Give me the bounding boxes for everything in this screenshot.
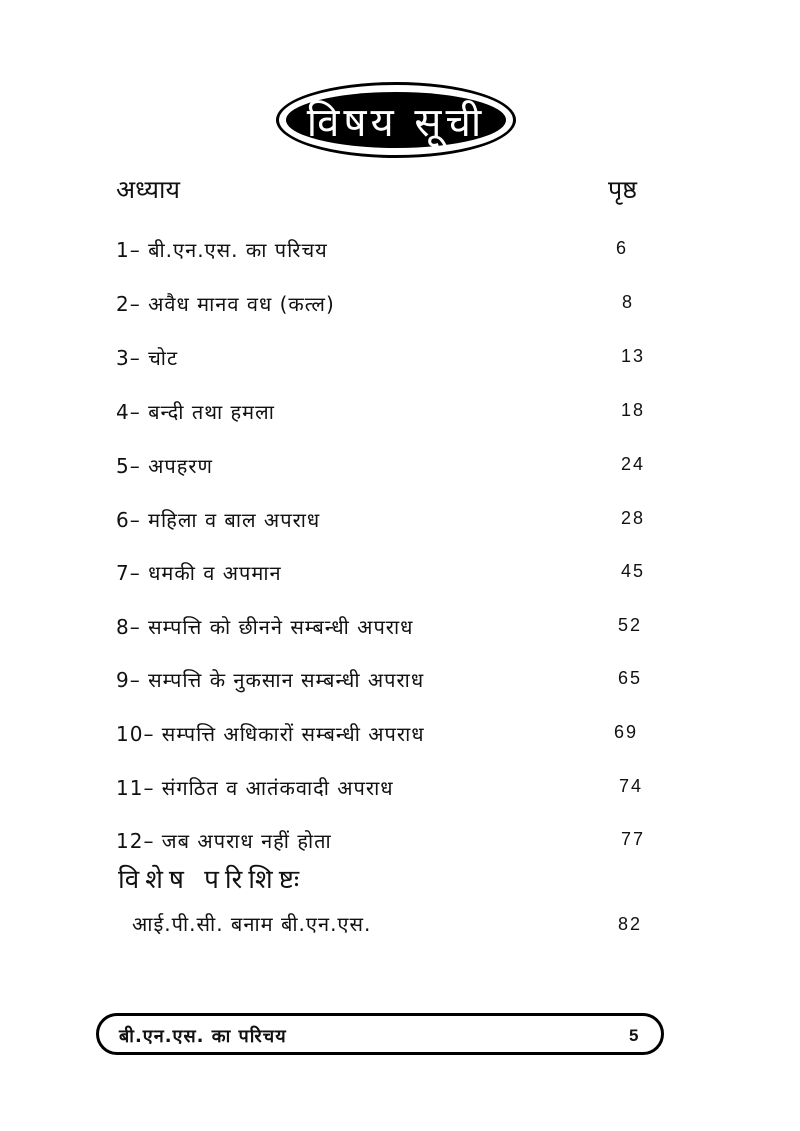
page-column-header: पृष्ठ bbox=[608, 175, 637, 204]
page-title: विषय सूची bbox=[306, 99, 486, 146]
appendix-entry-label: आई.पी.सी. बनाम बी.एन.एस. bbox=[132, 912, 372, 936]
toc-entry-label: 6– महिला व बाल अपराध bbox=[116, 508, 321, 532]
toc-entry-page: 13 bbox=[621, 346, 646, 366]
toc-entry bbox=[116, 452, 676, 482]
toc-entry-page: 18 bbox=[621, 400, 646, 420]
toc-entry bbox=[116, 774, 676, 804]
toc-entry bbox=[116, 827, 676, 857]
appendix-entry-page: 82 bbox=[618, 914, 643, 934]
toc-entry-label: 11– संगठित व आतंकवादी अपराध bbox=[116, 776, 394, 800]
page-number: 5 bbox=[629, 1026, 639, 1045]
toc-entry bbox=[116, 344, 676, 374]
toc-entry bbox=[116, 559, 676, 589]
chapter-column-header: अध्याय bbox=[116, 175, 180, 204]
toc-entry-page: 52 bbox=[618, 615, 643, 635]
special-appendix-heading: विशेष परिशिष्टः bbox=[118, 865, 306, 895]
toc-entry-label: 7– धमकी व अपमान bbox=[116, 561, 282, 585]
toc-entry-label: 3– चोट bbox=[116, 346, 179, 370]
toc-entry-page: 6 bbox=[616, 238, 629, 258]
toc-entry bbox=[116, 236, 676, 266]
toc-entry bbox=[116, 666, 676, 696]
toc-entry bbox=[116, 290, 676, 320]
toc-entry bbox=[116, 720, 676, 750]
toc-entry-page: 65 bbox=[618, 668, 643, 688]
toc-entry-page: 28 bbox=[621, 508, 646, 528]
toc-entry-label: 10– सम्पत्ति अधिकारों सम्बन्धी अपराध bbox=[116, 722, 425, 746]
toc-entry-page: 74 bbox=[619, 776, 644, 796]
toc-entry-page: 77 bbox=[621, 829, 646, 849]
toc-entry-page: 8 bbox=[622, 292, 635, 312]
footer-title: बी.एन.एस. का परिचय bbox=[119, 1026, 287, 1047]
toc-entry-page: 24 bbox=[621, 454, 646, 474]
toc-entry-label: 4– बन्दी तथा हमला bbox=[116, 400, 275, 424]
toc-entry-page: 69 bbox=[614, 722, 639, 742]
title-badge-fill bbox=[286, 92, 506, 148]
toc-entry-label: 2– अवैध मानव वध (कत्ल) bbox=[116, 292, 335, 316]
toc-entry-label: 8– सम्पत्ति को छीनने सम्बन्धी अपराध bbox=[116, 615, 414, 639]
toc-entry-label: 5– अपहरण bbox=[116, 454, 213, 478]
toc-entry bbox=[116, 506, 676, 536]
toc-entry-label: 9– सम्पत्ति के नुकसान सम्बन्धी अपराध bbox=[116, 668, 425, 692]
toc-entry bbox=[116, 613, 676, 643]
page-footer bbox=[96, 1013, 664, 1055]
toc-entry-label: 12– जब अपराध नहीं होता bbox=[116, 829, 332, 853]
toc-entry-label: 1– बी.एन.एस. का परिचय bbox=[116, 238, 328, 262]
title-badge bbox=[276, 82, 516, 158]
toc-entry-page: 45 bbox=[621, 561, 646, 581]
toc-entry bbox=[116, 398, 676, 428]
